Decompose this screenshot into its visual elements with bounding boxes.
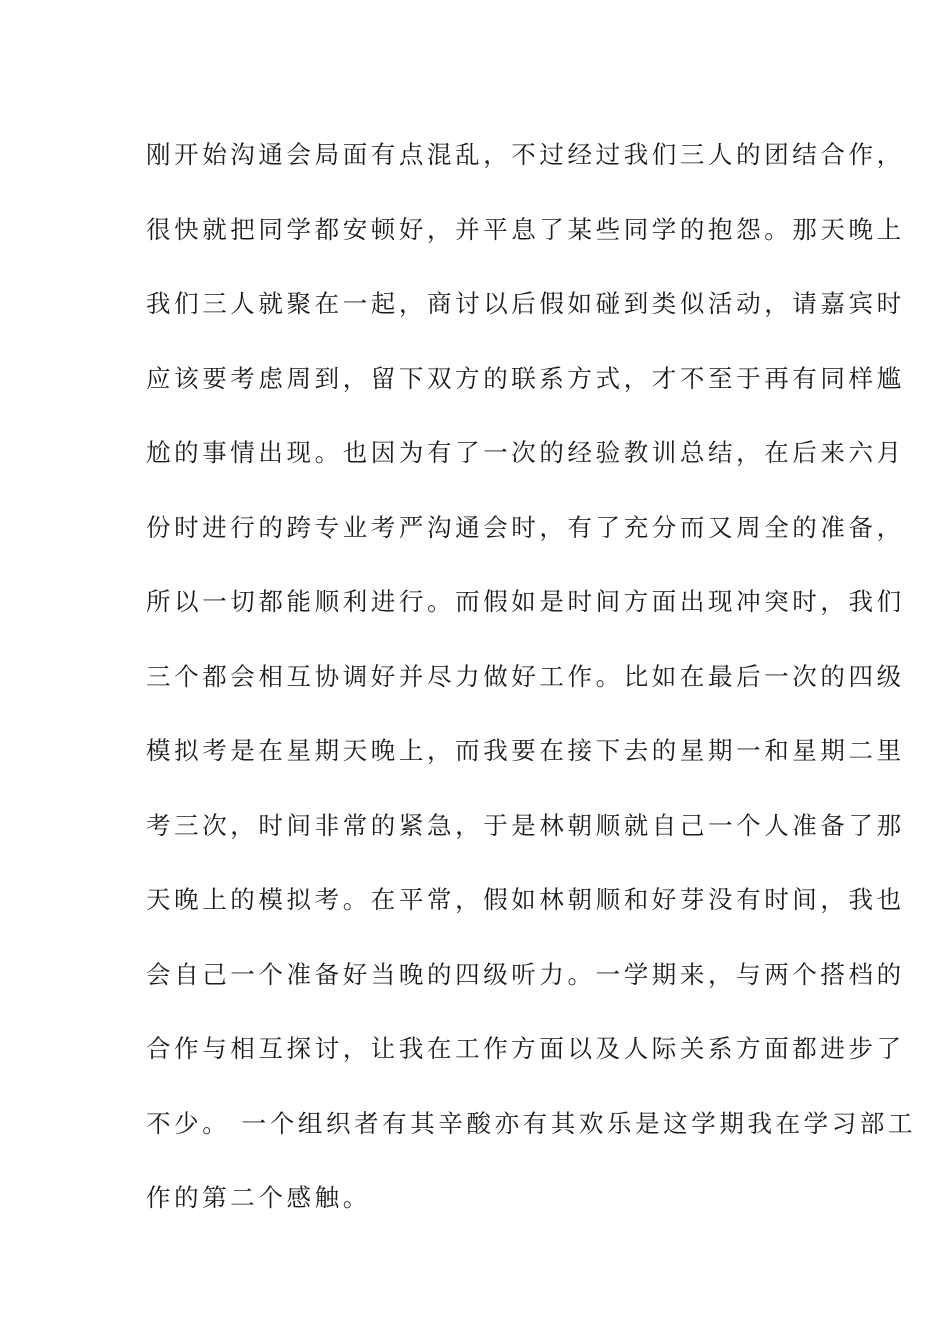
text-line: 不少。 一个组织者有其辛酸亦有其欢乐是这学期我在学习部工: [146, 1108, 917, 1138]
body-text: [146, 128, 917, 1246]
text-line: 作的第二个感触。: [146, 1183, 371, 1212]
text-line: 合作与相互探讨，让我在工作方面以及人际关系方面都进步了: [146, 1034, 905, 1063]
text-line: 尬的事情出现。也因为有了一次的经验教训总结，在后来六月: [146, 438, 905, 467]
text-line: 三个都会相互协调好并尽力做好工作。比如在最后一次的四级: [146, 661, 905, 691]
text-line: 我们三人就聚在一起，商讨以后假如碰到类似活动，请嘉宾时: [146, 289, 905, 318]
text-line: 会自己一个准备好当晚的四级听力。一学期来，与两个搭档的: [146, 959, 905, 989]
text-line: 应该要考虑周到，留下双方的联系方式，才不至于再有同样尴: [146, 363, 905, 393]
text-line: 模拟考是在星期天晚上，而我要在接下去的星期一和星期二里: [146, 736, 905, 765]
text-line: 份时进行的跨专业考严沟通会时，有了充分而又周全的准备，: [146, 512, 905, 542]
text-line: 考三次，时间非常的紧急，于是林朝顺就自己一个人准备了那: [146, 810, 905, 840]
text-line: 所以一切都能顺利进行。而假如是时间方面出现冲突时，我们: [146, 587, 905, 616]
text-line: 很快就把同学都安顿好，并平息了某些同学的抱怨。那天晚上: [146, 214, 905, 244]
text-line: 天晚上的模拟考。在平常，假如林朝顺和好芽没有时间，我也: [146, 885, 905, 914]
text-line: 刚开始沟通会局面有点混乱，不过经过我们三人的团结合作，: [146, 140, 905, 169]
